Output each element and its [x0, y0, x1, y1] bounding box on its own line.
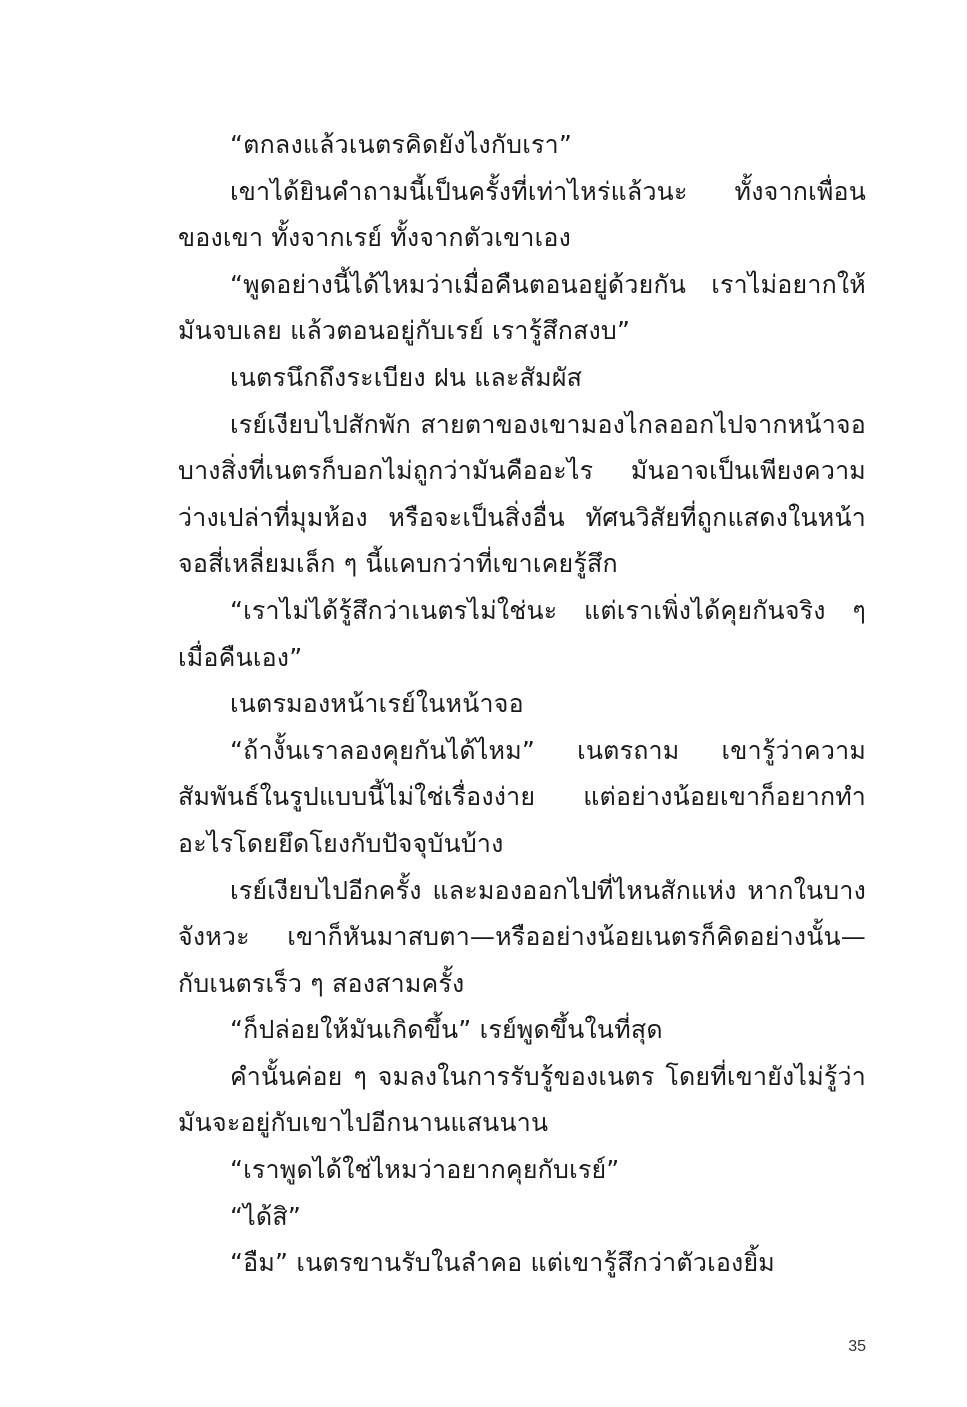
- paragraph: เรย์เงียบไปสักพัก สายตาของเขามองไกลออกไปจากหน้าจอ บางสิ่งที่เนตรก็บอกไม่ถูกว่ามันคืออะไร มันอาจเป็นเพียงความว่างเปล่าที่มุมห้อง หรือจะเป็นสิ่งอื่น ทัศนวิสัยที่ถูกแสดงในหน้าจอสี่เหลี่ยมเล็ก ๆ นี้แคบกว่าที่เขาเคยรู้สึก: [178, 409, 866, 579]
- page-number: 35: [848, 1338, 866, 1355]
- paragraph: “ก็ปล่อยให้มันเกิดขึ้น” เรย์พูดขึ้นในที่สุด: [230, 1015, 663, 1045]
- paragraph: “เราพูดได้ใช่ไหมว่าอยากคุยกับเรย์”: [230, 1155, 620, 1185]
- text-body: [178, 122, 866, 1287]
- paragraph: เขาได้ยินคำถามนี้เป็นครั้งที่เท่าไหร่แล้วนะ ทั้งจากเพื่อนของเขา ทั้งจากเรย์ ทั้งจากตัวเขาเอง: [178, 176, 866, 253]
- paragraph: เนตรนึกถึงระเบียง ฝน และสัมผัส: [230, 362, 583, 392]
- paragraph: “ได้สิ”: [230, 1201, 301, 1231]
- paragraph: “เราไม่ได้รู้สึกว่าเนตรไม่ใช่นะ แต่เราเพิ่งได้คุยกันจริง ๆ เมื่อคืนเอง”: [178, 595, 866, 672]
- paragraph: เรย์เงียบไปอีกครั้ง และมองออกไปที่ไหนสักแห่ง หากในบางจังหวะ เขาก็หันมาสบตา—หรืออย่างน้อยเนตรก็คิดอย่างนั้น—กับเนตรเร็ว ๆ สองสามครั้ง: [178, 875, 866, 998]
- paragraph: “พูดอย่างนี้ได้ไหมว่าเมื่อคืนตอนอยู่ด้วยกัน เราไม่อยากให้มันจบเลย แล้วตอนอยู่กับเรย์ เรารู้สึกสงบ”: [178, 269, 866, 346]
- paragraph: “อืม” เนตรขานรับในลำคอ แต่เขารู้สึกว่าตัวเองยิ้ม: [230, 1248, 775, 1278]
- paragraph: คำนั้นค่อย ๆ จมลงในการรับรู้ของเนตร โดยที่เขายังไม่รู้ว่ามันจะอยู่กับเขาไปอีกนานแสนนาน: [178, 1061, 866, 1138]
- paragraph: เนตรมองหน้าเรย์ในหน้าจอ: [230, 689, 524, 719]
- paragraph: “ถ้างั้นเราลองคุยกันได้ไหม” เนตรถาม เขารู้ว่าความสัมพันธ์ในรูปแบบนี้ไม่ใช่เรื่องง่าย แต่อย่างน้อยเขาก็อยากทำอะไรโดยยึดโยงกับปัจจุบันบ้าง: [178, 735, 866, 858]
- paragraph: “ตกลงแล้วเนตรคิดยังไงกับเรา”: [230, 130, 572, 159]
